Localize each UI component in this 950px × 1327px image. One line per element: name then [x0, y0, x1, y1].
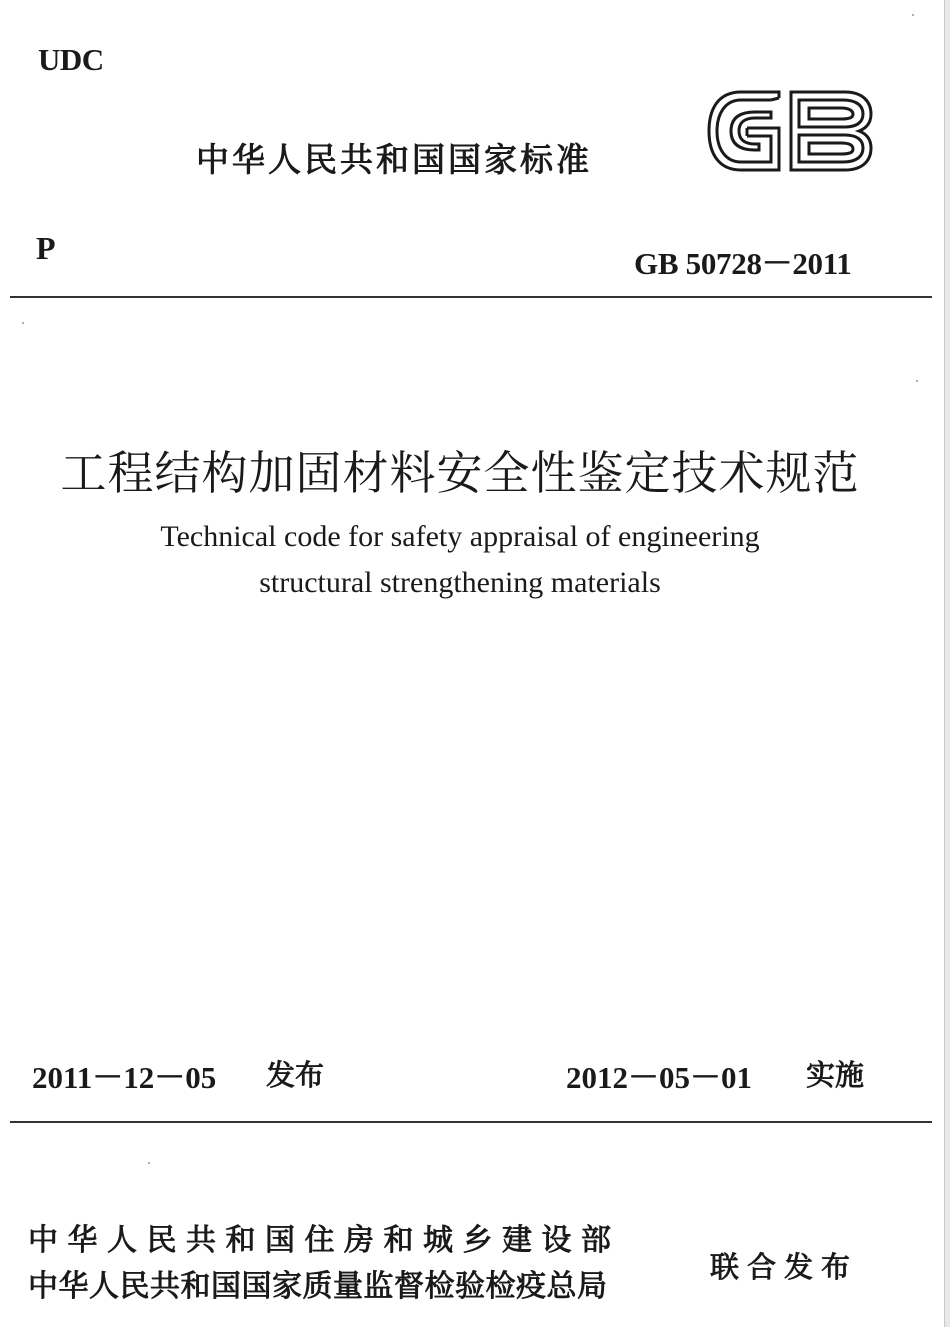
scan-speck [916, 380, 918, 382]
issuer-ministry: 中华人民共和国住房和城乡建设部 [28, 1223, 621, 1258]
scan-speck [912, 14, 914, 16]
page-edge [944, 0, 950, 1327]
implement-label: 实施 [806, 1058, 865, 1092]
category-code: P [36, 230, 56, 266]
issue-date: 2011－12－05 [32, 1060, 217, 1095]
scan-speck [148, 1162, 150, 1164]
top-divider [10, 296, 932, 298]
issuer-aqsiq: 中华人民共和国国家质量监督检验检疫总局 [28, 1269, 608, 1304]
national-standard-heading: 中华人民共和国国家标准 [196, 140, 592, 179]
bottom-divider [10, 1121, 932, 1123]
standard-number: GB 50728－2011 [634, 246, 852, 281]
title-english-line2: structural strengthening materials [259, 566, 661, 599]
implement-date: 2012－05－01 [566, 1060, 752, 1095]
issue-label: 发布 [266, 1058, 325, 1092]
joint-issue-label: 联合发布 [710, 1250, 859, 1284]
gb-logo [705, 88, 875, 174]
udc-label: UDC [38, 42, 104, 77]
title-english-line1: Technical code for safety appraisal of engineering [160, 520, 760, 553]
scan-speck [22, 322, 24, 324]
title-chinese: 工程结构加固材料安全性鉴定技术规范 [60, 446, 860, 500]
